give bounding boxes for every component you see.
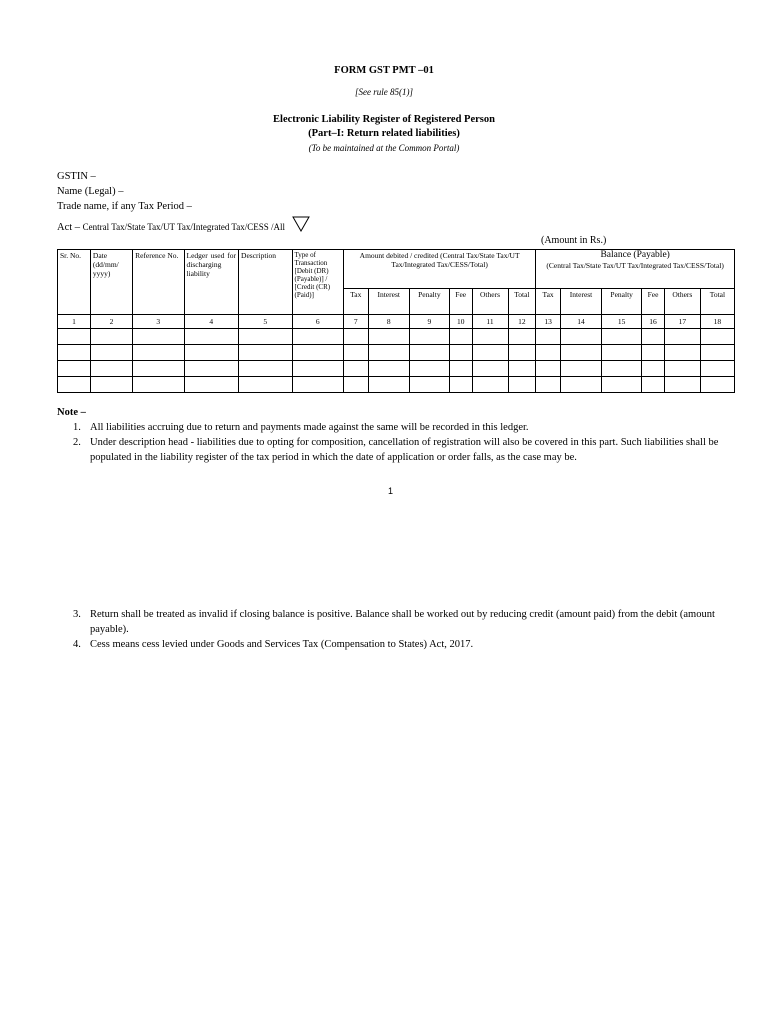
table-cell — [536, 377, 561, 393]
col-ledger-header: Ledger used for discharging liability — [184, 250, 239, 315]
table-cell — [560, 377, 601, 393]
table-cell — [343, 361, 368, 377]
part-heading: (Part–I: Return related liabilities) — [308, 128, 460, 139]
table-cell — [343, 329, 368, 345]
column-number: 2 — [90, 315, 132, 329]
table-cell — [602, 377, 642, 393]
table-cell — [700, 377, 734, 393]
column-number: 5 — [239, 315, 292, 329]
table-cell — [560, 345, 601, 361]
table-cell — [58, 361, 91, 377]
table-cell — [184, 361, 239, 377]
table-cell — [642, 377, 665, 393]
table-cell — [239, 361, 292, 377]
balance-others-header: Others — [664, 289, 700, 315]
column-number: 8 — [368, 315, 409, 329]
note-number: 4. — [73, 639, 81, 650]
table-cell — [602, 329, 642, 345]
amount-fee-header: Fee — [449, 289, 472, 315]
column-number: 18 — [700, 315, 734, 329]
table-cell — [368, 345, 409, 361]
table-cell — [449, 361, 472, 377]
table-cell — [409, 377, 449, 393]
column-number: 11 — [472, 315, 508, 329]
note-text: Cess means cess levied under Goods and Services Tax (Compensation to States) Act, 2017. — [90, 639, 474, 650]
table-row — [58, 345, 735, 361]
trade-name-label: Trade name, if any Tax Period – — [57, 201, 192, 212]
table-header-row — [58, 250, 735, 289]
col-date-header: Date (dd/mm/ yyyy) — [90, 250, 132, 315]
table-cell — [184, 329, 239, 345]
table-cell — [508, 361, 536, 377]
table-cell — [90, 329, 132, 345]
note-text: Return shall be treated as invalid if closing balance is positive. Balance shall be worked out by reducing credit (amount paid) from the debit (amount payable). — [90, 609, 715, 635]
table-cell — [449, 377, 472, 393]
column-number: 12 — [508, 315, 536, 329]
act-row — [57, 216, 310, 235]
note-item — [73, 435, 745, 465]
table-cell — [292, 377, 343, 393]
gstin-label: GSTIN – — [57, 171, 96, 182]
note-text: All liabilities accruing due to return and payments made against the same will be recorded in this ledger. — [90, 422, 529, 433]
col-sr-header: Sr. No. — [58, 250, 91, 315]
note-title: Note – — [57, 407, 86, 418]
table-cell — [472, 329, 508, 345]
col-reference-header: Reference No. — [133, 250, 184, 315]
column-number: 1 — [58, 315, 91, 329]
table-cell — [472, 361, 508, 377]
table-cell — [642, 361, 665, 377]
table-cell — [292, 345, 343, 361]
column-number: 10 — [449, 315, 472, 329]
table-cell — [664, 377, 700, 393]
note-item — [73, 637, 745, 652]
balance-penalty-header: Penalty — [602, 289, 642, 315]
table-cell — [343, 345, 368, 361]
table-cell — [409, 329, 449, 345]
table-cell — [536, 345, 561, 361]
balance-interest-header: Interest — [560, 289, 601, 315]
table-cell — [239, 377, 292, 393]
table-cell — [368, 329, 409, 345]
table-cell — [700, 361, 734, 377]
column-number: 16 — [642, 315, 665, 329]
table-cell — [133, 329, 184, 345]
table-cell — [508, 377, 536, 393]
column-number-row — [58, 315, 735, 329]
table-cell — [90, 377, 132, 393]
table-cell — [368, 377, 409, 393]
balance-title: Balance (Payable) — [600, 250, 670, 260]
column-number: 14 — [560, 315, 601, 329]
table-cell — [409, 361, 449, 377]
table-row — [58, 329, 735, 345]
amount-tax-header: Tax — [343, 289, 368, 315]
amount-others-header: Others — [472, 289, 508, 315]
column-number: 13 — [536, 315, 561, 329]
note-number: 2. — [73, 437, 81, 448]
table-row — [58, 377, 735, 393]
dropdown-triangle-icon[interactable] — [292, 216, 310, 235]
table-cell — [58, 377, 91, 393]
table-cell — [602, 361, 642, 377]
column-number: 15 — [602, 315, 642, 329]
act-options: Central Tax/State Tax/UT Tax/Integrated Tax/CESS /All — [82, 222, 286, 232]
table-cell — [664, 329, 700, 345]
balance-total-header: Total — [700, 289, 734, 315]
note-item — [73, 607, 745, 637]
table-cell — [239, 345, 292, 361]
table-cell — [90, 345, 132, 361]
note-number: 1. — [73, 422, 81, 433]
note-text: Under description head - liabilities due to opting for composition, cancellation of registration will also be covered in this part. Such liabilities shall be populated in the liability register of the tax period in which the date of application or order falls, as the case may be. — [90, 437, 719, 463]
table-cell — [472, 345, 508, 361]
table-cell — [642, 329, 665, 345]
balance-tax-header: Tax — [536, 289, 561, 315]
table-cell — [664, 361, 700, 377]
table-cell — [642, 345, 665, 361]
table-cell — [536, 361, 561, 377]
amount-unit-note: (Amount in Rs.) — [541, 235, 607, 246]
table-cell — [58, 345, 91, 361]
table-row — [58, 361, 735, 377]
table-cell — [449, 345, 472, 361]
amount-penalty-header: Penalty — [409, 289, 449, 315]
table-cell — [409, 345, 449, 361]
amount-total-header: Total — [508, 289, 536, 315]
column-number: 9 — [409, 315, 449, 329]
table-cell — [700, 329, 734, 345]
table-cell — [90, 361, 132, 377]
table-cell — [602, 345, 642, 361]
table-cell — [508, 345, 536, 361]
table-cell — [133, 361, 184, 377]
table-body — [58, 329, 735, 393]
page-number: 1 — [388, 486, 394, 496]
form-title: FORM GST PMT –01 — [334, 65, 434, 76]
table-cell — [368, 361, 409, 377]
column-number: 17 — [664, 315, 700, 329]
col-transaction-type-header: Type of Transaction [Debit (DR) (Payable)] / [Credit (CR) (Paid)] — [292, 250, 343, 315]
table-cell — [560, 329, 601, 345]
table-cell — [536, 329, 561, 345]
table-cell — [343, 377, 368, 393]
note-number: 3. — [73, 609, 81, 620]
note-item — [73, 420, 745, 435]
table-cell — [472, 377, 508, 393]
amount-group-header: Amount debited / credited (Central Tax/State Tax/UT Tax/Integrated Tax/CESS/Total) — [343, 250, 535, 289]
liability-register-table — [57, 249, 735, 393]
rule-reference: [See rule 85(1)] — [355, 87, 413, 97]
table-cell — [133, 377, 184, 393]
table-cell — [508, 329, 536, 345]
table-cell — [664, 345, 700, 361]
column-number: 4 — [184, 315, 239, 329]
column-number: 6 — [292, 315, 343, 329]
table-cell — [239, 329, 292, 345]
balance-fee-header: Fee — [642, 289, 665, 315]
table-cell — [184, 345, 239, 361]
table-cell — [133, 345, 184, 361]
table-cell — [292, 361, 343, 377]
column-number: 7 — [343, 315, 368, 329]
balance-subtitle: (Central Tax/State Tax/UT Tax/Integrated Tax/CESS/Total) — [546, 261, 724, 270]
act-label: Act – — [57, 222, 81, 233]
register-heading: Electronic Liability Register of Registered Person — [273, 114, 495, 125]
amount-interest-header: Interest — [368, 289, 409, 315]
table-cell — [292, 329, 343, 345]
column-number: 3 — [133, 315, 184, 329]
table-cell — [449, 329, 472, 345]
table-cell — [58, 329, 91, 345]
balance-group-header — [536, 250, 735, 289]
table-cell — [184, 377, 239, 393]
table-cell — [560, 361, 601, 377]
portal-note: (To be maintained at the Common Portal) — [308, 143, 460, 153]
legal-name-label: Name (Legal) – — [57, 186, 124, 197]
col-description-header: Description — [239, 250, 292, 315]
table-cell — [700, 345, 734, 361]
